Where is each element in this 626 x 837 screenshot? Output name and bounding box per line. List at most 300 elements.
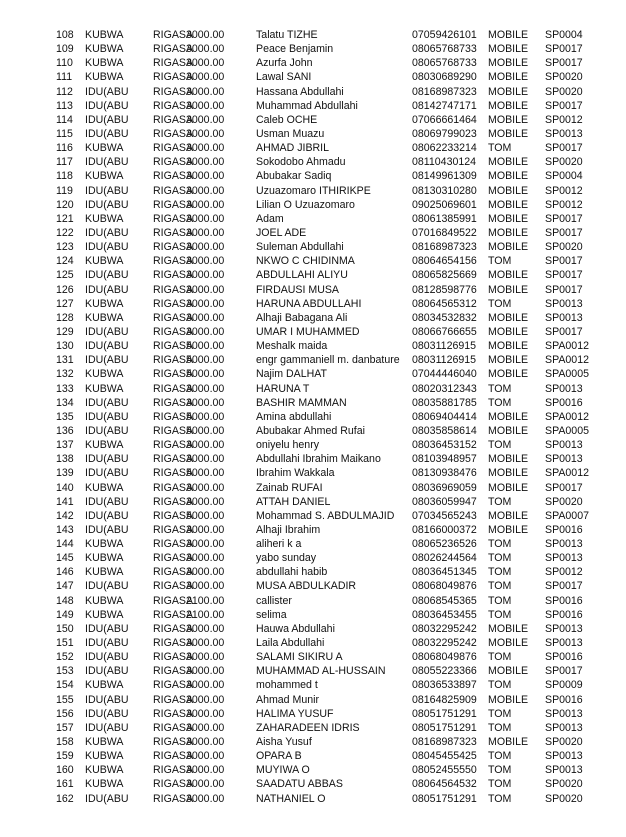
table-row <box>0 452 626 466</box>
name-cell: aliheri k a <box>256 538 302 551</box>
lga-cell: RIGASA <box>153 311 194 324</box>
name-cell: HALIMA YUSUF <box>256 707 334 720</box>
amount-cell: 2100.00 <box>186 608 225 621</box>
name-cell: Hauwa Abdullahi <box>256 622 335 635</box>
name-cell: ATTAH DANIEL <box>256 495 331 508</box>
phone-cell: 08026244564 <box>412 552 477 565</box>
phone-cell: 08036969059 <box>412 481 477 494</box>
name-cell: yabo sunday <box>256 552 317 565</box>
name-cell: SAADATU ABBAS <box>256 778 343 791</box>
area-cell: KUBWA <box>85 170 124 183</box>
network-cell: MOBILE <box>488 368 529 381</box>
lga-cell: RIGASA <box>153 693 194 706</box>
code-cell: SP0017 <box>545 665 583 678</box>
amount-cell: 3000.00 <box>186 566 225 579</box>
phone-cell: 08069799023 <box>412 127 477 140</box>
code-cell: SP0013 <box>545 538 583 551</box>
name-cell: MUSA ABDULKADIR <box>256 580 357 593</box>
network-cell: MOBILE <box>488 212 529 225</box>
name-cell: Uzuazomaro ITHIRIKPE <box>256 184 371 197</box>
lga-cell: RIGASA <box>153 467 194 480</box>
lga-cell: RIGASA <box>153 665 194 678</box>
area-cell: KUBWA <box>85 297 124 310</box>
network-cell: MOBILE <box>488 29 529 41</box>
lga-cell: RIGASA <box>153 113 194 126</box>
lga-cell: RIGASA <box>153 566 194 579</box>
area-cell: IDU(ABU <box>85 354 129 367</box>
area-cell: IDU(ABU <box>85 113 129 126</box>
network-cell: MOBILE <box>488 269 529 282</box>
name-cell: Abdullahi Ibrahim Maikano <box>256 453 381 466</box>
code-cell: SP0016 <box>545 608 583 621</box>
name-cell: Adam <box>256 212 284 225</box>
code-cell: SP0017 <box>545 481 583 494</box>
phone-cell: 08032295242 <box>412 622 477 635</box>
network-cell: MOBILE <box>488 184 529 197</box>
row-number: 121 <box>56 212 74 225</box>
code-cell: SP0013 <box>545 622 583 635</box>
phone-cell: 08035881785 <box>412 396 477 409</box>
network-cell: TOM <box>488 255 512 268</box>
network-cell: MOBILE <box>488 311 529 324</box>
area-cell: IDU(ABU <box>85 651 129 664</box>
amount-cell: 3000.00 <box>186 113 225 126</box>
network-cell: MOBILE <box>488 170 529 183</box>
network-cell: MOBILE <box>488 99 529 112</box>
lga-cell: RIGASA <box>153 552 194 565</box>
network-cell: MOBILE <box>488 453 529 466</box>
amount-cell: 3000.00 <box>186 142 225 155</box>
code-cell: SP0013 <box>545 297 583 310</box>
area-cell: IDU(ABU <box>85 424 129 437</box>
row-number: 120 <box>56 198 74 211</box>
code-cell: SPA0012 <box>545 467 589 480</box>
network-cell: MOBILE <box>488 523 529 536</box>
area-cell: KUBWA <box>85 142 124 155</box>
area-cell: KUBWA <box>85 255 124 268</box>
area-cell: KUBWA <box>85 750 124 763</box>
area-cell: KUBWA <box>85 594 124 607</box>
phone-cell: 08052455550 <box>412 764 477 777</box>
table-row <box>0 707 626 721</box>
amount-cell: 5000.00 <box>186 340 225 353</box>
table-row <box>0 792 626 806</box>
amount-cell: 3000.00 <box>186 396 225 409</box>
code-cell: SP0017 <box>545 43 583 56</box>
name-cell: Abubakar Sadiq <box>256 170 332 183</box>
phone-cell: 08110430124 <box>412 156 477 169</box>
row-number: 148 <box>56 594 74 607</box>
lga-cell: RIGASA <box>153 721 194 734</box>
row-number: 129 <box>56 325 74 338</box>
amount-cell: 5000.00 <box>186 410 225 423</box>
code-cell: SP0013 <box>545 721 583 734</box>
amount-cell: 3000.00 <box>186 439 225 452</box>
code-cell: SP0013 <box>545 311 583 324</box>
name-cell: Lilian O Uzuazomaro <box>256 198 355 211</box>
network-cell: TOM <box>488 778 512 791</box>
amount-cell: 3000.00 <box>186 212 225 225</box>
code-cell: SP0013 <box>545 439 583 452</box>
row-number: 140 <box>56 481 74 494</box>
area-cell: IDU(ABU <box>85 410 129 423</box>
row-number: 110 <box>56 57 73 70</box>
amount-cell: 3000.00 <box>186 255 225 268</box>
table-row <box>0 283 626 297</box>
network-cell: MOBILE <box>488 283 529 296</box>
table-row <box>0 594 626 608</box>
amount-cell: 3000.00 <box>186 481 225 494</box>
name-cell: JOEL ADE <box>256 226 307 239</box>
row-number: 157 <box>56 721 74 734</box>
area-cell: KUBWA <box>85 382 124 395</box>
table-row <box>0 579 626 593</box>
table-row <box>0 42 626 56</box>
row-number: 123 <box>56 241 74 254</box>
code-cell: SPA0005 <box>545 368 589 381</box>
code-cell: SP0012 <box>545 184 583 197</box>
table-row <box>0 396 626 410</box>
phone-cell: 08031126915 <box>412 354 477 367</box>
table-row <box>0 28 626 42</box>
area-cell: IDU(ABU <box>85 665 129 678</box>
row-number: 122 <box>56 226 74 239</box>
table-row <box>0 495 626 509</box>
name-cell: Alhaji Ibrahim <box>256 523 321 536</box>
phone-cell: 08064564532 <box>412 778 477 791</box>
network-cell: TOM <box>488 679 512 692</box>
row-number: 130 <box>56 340 74 353</box>
code-cell: SP0017 <box>545 99 583 112</box>
row-number: 158 <box>56 736 74 749</box>
name-cell: HARUNA ABDULLAHI <box>256 297 362 310</box>
row-number: 160 <box>56 764 74 777</box>
network-cell: MOBILE <box>488 340 529 353</box>
network-cell: TOM <box>488 495 512 508</box>
amount-cell: 3000.00 <box>186 170 225 183</box>
area-cell: IDU(ABU <box>85 792 129 805</box>
name-cell: OPARA B <box>256 750 302 763</box>
name-cell: Aisha Yusuf <box>256 736 312 749</box>
name-cell: Amina abdullahi <box>256 410 332 423</box>
area-cell: IDU(ABU <box>85 127 129 140</box>
code-cell: SP0013 <box>545 764 583 777</box>
code-cell: SP0020 <box>545 792 583 805</box>
area-cell: KUBWA <box>85 368 124 381</box>
name-cell: SALAMI SIKIRU A <box>256 651 343 664</box>
phone-cell: 08036533897 <box>412 679 477 692</box>
name-cell: Abubakar Ahmed Rufai <box>256 424 365 437</box>
area-cell: IDU(ABU <box>85 85 129 98</box>
row-number: 114 <box>56 113 73 126</box>
code-cell: SP0020 <box>545 156 583 169</box>
row-number: 155 <box>56 693 74 706</box>
phone-cell: 08036451345 <box>412 566 477 579</box>
row-number: 150 <box>56 622 74 635</box>
row-number: 144 <box>56 538 74 551</box>
network-cell: TOM <box>488 721 512 734</box>
network-cell: MOBILE <box>488 509 529 522</box>
phone-cell: 08149961309 <box>412 170 477 183</box>
code-cell: SP0020 <box>545 495 583 508</box>
network-cell: MOBILE <box>488 156 529 169</box>
phone-cell: 07066661464 <box>412 113 477 126</box>
area-cell: KUBWA <box>85 778 124 791</box>
row-number: 128 <box>56 311 74 324</box>
table-row <box>0 523 626 537</box>
network-cell: TOM <box>488 566 512 579</box>
row-number: 118 <box>56 170 73 183</box>
lga-cell: RIGASA <box>153 523 194 536</box>
lga-cell: RIGASA <box>153 57 194 70</box>
row-number: 116 <box>56 142 73 155</box>
row-number: 133 <box>56 382 74 395</box>
table-row <box>0 367 626 381</box>
area-cell: IDU(ABU <box>85 580 129 593</box>
table-row <box>0 636 626 650</box>
area-cell: IDU(ABU <box>85 99 129 112</box>
area-cell: KUBWA <box>85 29 124 41</box>
network-cell: TOM <box>488 750 512 763</box>
amount-cell: 3000.00 <box>186 552 225 565</box>
table-row <box>0 650 626 664</box>
lga-cell: RIGASA <box>153 679 194 692</box>
name-cell: Peace Benjamin <box>256 43 334 56</box>
name-cell: Alhaji Babagana Ali <box>256 311 348 324</box>
network-cell: TOM <box>488 651 512 664</box>
lga-cell: RIGASA <box>153 382 194 395</box>
phone-cell: 08065236526 <box>412 538 477 551</box>
table-row <box>0 693 626 707</box>
network-cell: TOM <box>488 439 512 452</box>
table-row <box>0 424 626 438</box>
amount-cell: 3000.00 <box>186 85 225 98</box>
amount-cell: 3000.00 <box>186 297 225 310</box>
table-row <box>0 339 626 353</box>
network-cell: TOM <box>488 608 512 621</box>
lga-cell: RIGASA <box>153 495 194 508</box>
name-cell: ZAHARADEEN IDRIS <box>256 721 360 734</box>
phone-cell: 08045455425 <box>412 750 477 763</box>
network-cell: TOM <box>488 792 512 805</box>
amount-cell: 3000.00 <box>186 325 225 338</box>
lga-cell: RIGASA <box>153 509 194 522</box>
area-cell: KUBWA <box>85 764 124 777</box>
code-cell: SP0017 <box>545 283 583 296</box>
table-row <box>0 721 626 735</box>
row-number: 125 <box>56 269 74 282</box>
amount-cell: 3000.00 <box>186 693 225 706</box>
table-row <box>0 85 626 99</box>
name-cell: Sokodobo Ahmadu <box>256 156 346 169</box>
amount-cell: 3000.00 <box>186 71 225 84</box>
row-number: 135 <box>56 410 74 423</box>
table-row <box>0 565 626 579</box>
code-cell: SP0020 <box>545 85 583 98</box>
row-number: 124 <box>56 255 74 268</box>
amount-cell: 3000.00 <box>186 184 225 197</box>
name-cell: MUHAMMAD AL-HUSSAIN <box>256 665 386 678</box>
lga-cell: RIGASA <box>153 368 194 381</box>
lga-cell: RIGASA <box>153 241 194 254</box>
name-cell: Ibrahim Wakkala <box>256 467 335 480</box>
phone-cell: 08064565312 <box>412 297 477 310</box>
lga-cell: RIGASA <box>153 439 194 452</box>
phone-cell: 08065825669 <box>412 269 477 282</box>
phone-cell: 08064654156 <box>412 255 477 268</box>
code-cell: SP0009 <box>545 679 583 692</box>
table-row <box>0 268 626 282</box>
network-cell: MOBILE <box>488 665 529 678</box>
row-number: 142 <box>56 509 74 522</box>
row-number: 145 <box>56 552 74 565</box>
phone-cell: 08036453455 <box>412 608 477 621</box>
name-cell: HARUNA T <box>256 382 310 395</box>
amount-cell: 3000.00 <box>186 707 225 720</box>
table-row <box>0 622 626 636</box>
row-number: 131 <box>56 354 74 367</box>
table-row <box>0 155 626 169</box>
name-cell: NKWO C CHIDINMA <box>256 255 355 268</box>
name-cell: Usman Muazu <box>256 127 325 140</box>
lga-cell: RIGASA <box>153 212 194 225</box>
row-number: 154 <box>56 679 74 692</box>
lga-cell: RIGASA <box>153 778 194 791</box>
network-cell: TOM <box>488 297 512 310</box>
phone-cell: 07016849522 <box>412 226 477 239</box>
code-cell: SP0004 <box>545 170 583 183</box>
table-row <box>0 212 626 226</box>
table-row <box>0 99 626 113</box>
amount-cell: 5000.00 <box>186 467 225 480</box>
table-row <box>0 608 626 622</box>
amount-cell: 5000.00 <box>186 368 225 381</box>
lga-cell: RIGASA <box>153 354 194 367</box>
area-cell: KUBWA <box>85 552 124 565</box>
row-number: 159 <box>56 750 74 763</box>
lga-cell: RIGASA <box>153 325 194 338</box>
phone-cell: 08168987323 <box>412 85 477 98</box>
code-cell: SP0017 <box>545 580 583 593</box>
area-cell: KUBWA <box>85 481 124 494</box>
phone-cell: 08036059947 <box>412 495 477 508</box>
area-cell: KUBWA <box>85 566 124 579</box>
phone-cell: 08036453152 <box>412 439 477 452</box>
phone-cell: 08128598776 <box>412 283 477 296</box>
name-cell: Zainab RUFAI <box>256 481 323 494</box>
amount-cell: 3000.00 <box>186 269 225 282</box>
lga-cell: RIGASA <box>153 538 194 551</box>
area-cell: IDU(ABU <box>85 509 129 522</box>
area-cell: IDU(ABU <box>85 283 129 296</box>
code-cell: SPA0012 <box>545 340 589 353</box>
area-cell: IDU(ABU <box>85 156 129 169</box>
amount-cell: 3000.00 <box>186 241 225 254</box>
lga-cell: RIGASA <box>153 481 194 494</box>
table-row <box>0 240 626 254</box>
row-number: 134 <box>56 396 74 409</box>
row-number: 117 <box>56 156 73 169</box>
network-cell: MOBILE <box>488 622 529 635</box>
code-cell: SP0012 <box>545 198 583 211</box>
row-number: 111 <box>56 71 73 84</box>
network-cell: MOBILE <box>488 113 529 126</box>
amount-cell: 3000.00 <box>186 495 225 508</box>
lga-cell: RIGASA <box>153 637 194 650</box>
code-cell: SP0017 <box>545 325 583 338</box>
name-cell: oniyelu henry <box>256 439 320 452</box>
table-row <box>0 551 626 565</box>
code-cell: SP0016 <box>545 651 583 664</box>
phone-cell: 08034532832 <box>412 311 477 324</box>
phone-cell: 08031126915 <box>412 340 477 353</box>
area-cell: KUBWA <box>85 43 124 56</box>
code-cell: SP0013 <box>545 382 583 395</box>
area-cell: IDU(ABU <box>85 495 129 508</box>
lga-cell: RIGASA <box>153 71 194 84</box>
amount-cell: 5000.00 <box>186 424 225 437</box>
area-cell: IDU(ABU <box>85 241 129 254</box>
row-number: 152 <box>56 651 74 664</box>
phone-cell: 08051751291 <box>412 721 477 734</box>
name-cell: callister <box>256 594 292 607</box>
name-cell: FIRDAUSI MUSA <box>256 283 339 296</box>
phone-cell: 08051751291 <box>412 707 477 720</box>
phone-cell: 07044446040 <box>412 368 477 381</box>
amount-cell: 3000.00 <box>186 778 225 791</box>
network-cell: TOM <box>488 594 512 607</box>
code-cell: SPA0007 <box>545 509 589 522</box>
area-cell: KUBWA <box>85 311 124 324</box>
phone-cell: 08130938476 <box>412 467 477 480</box>
row-number: 127 <box>56 297 74 310</box>
table-row <box>0 184 626 198</box>
code-cell: SP0012 <box>545 566 583 579</box>
amount-cell: 3000.00 <box>186 750 225 763</box>
name-cell: Hassana Abdullahi <box>256 85 344 98</box>
area-cell: IDU(ABU <box>85 453 129 466</box>
phone-cell: 07034565243 <box>412 509 477 522</box>
code-cell: SP0020 <box>545 241 583 254</box>
network-cell: MOBILE <box>488 637 529 650</box>
amount-cell: 3000.00 <box>186 637 225 650</box>
network-cell: TOM <box>488 707 512 720</box>
area-cell: IDU(ABU <box>85 721 129 734</box>
amount-cell: 3000.00 <box>186 127 225 140</box>
lga-cell: RIGASA <box>153 594 194 607</box>
name-cell: selima <box>256 608 287 621</box>
row-number: 126 <box>56 283 74 296</box>
network-cell: MOBILE <box>488 198 529 211</box>
phone-cell: 09025069601 <box>412 198 477 211</box>
table-row <box>0 169 626 183</box>
row-number: 119 <box>56 184 73 197</box>
row-number: 136 <box>56 424 74 437</box>
phone-cell: 08030689290 <box>412 71 477 84</box>
lga-cell: RIGASA <box>153 608 194 621</box>
name-cell: Ahmad Munir <box>256 693 319 706</box>
name-cell: Laila Abdullahi <box>256 637 325 650</box>
network-cell: TOM <box>488 538 512 551</box>
area-cell: IDU(ABU <box>85 693 129 706</box>
lga-cell: RIGASA <box>153 396 194 409</box>
area-cell: IDU(ABU <box>85 269 129 282</box>
network-cell: TOM <box>488 382 512 395</box>
name-cell: AHMAD JIBRIL <box>256 142 329 155</box>
area-cell: IDU(ABU <box>85 340 129 353</box>
code-cell: SPA0012 <box>545 354 589 367</box>
lga-cell: RIGASA <box>153 580 194 593</box>
